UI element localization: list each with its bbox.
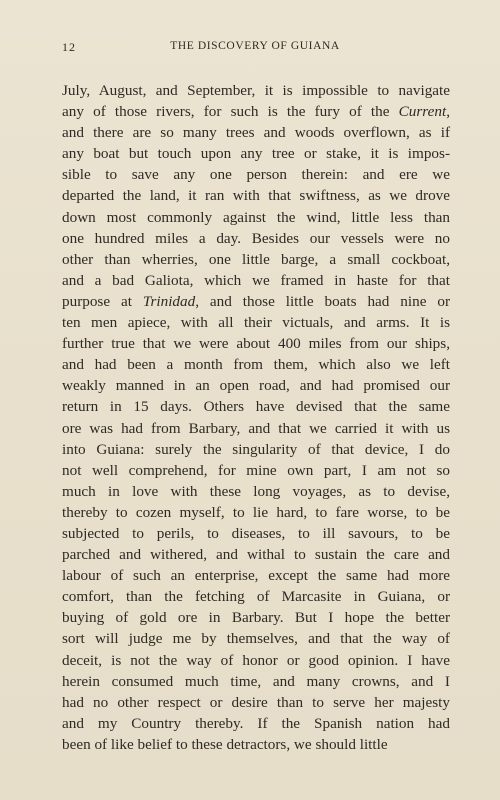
running-title: THE DISCOVERY OF GUIANA bbox=[170, 40, 340, 52]
text-line: been of like belief to these detractors, we should little bbox=[62, 735, 388, 753]
text-line: labour of such an enterprise, except the same had more bbox=[62, 567, 450, 585]
text-line: one hundred miles a day. Besides our vessels were no bbox=[62, 229, 450, 247]
text-line: and had been a month from them, which also we left bbox=[62, 356, 450, 374]
text-line: comfort, than the fetching of Marcasite in Guiana, or bbox=[62, 588, 450, 606]
text-line: buying of gold ore in Barbary. But I hope the better bbox=[62, 609, 450, 627]
text-line: deceit, is not the way of honor or good opinion. I have bbox=[62, 651, 450, 669]
text-line: much in love with these long voyages, as to devise, bbox=[62, 482, 450, 500]
text-line: and there are so many trees and woods overflown, as if bbox=[62, 124, 450, 142]
body-text bbox=[62, 80, 450, 755]
text-line: parched and withered, and withal to sustain the care and bbox=[62, 546, 450, 564]
text-line: and a bad Galiota, which we framed in haste for that bbox=[62, 271, 450, 289]
page-number: 12 bbox=[62, 40, 76, 54]
text-line: ten men apiece, with all their victuals, and arms. It is bbox=[62, 314, 450, 332]
text-line: July, August, and September, it is impossible to navigate bbox=[62, 82, 450, 99]
text-line: weakly manned in an open road, and had promised our bbox=[62, 377, 450, 395]
text-line: return in 15 days. Others have devised that the same bbox=[62, 398, 450, 416]
text-line: further true that we were about 400 miles from our ships, bbox=[62, 335, 450, 353]
text-line: down most commonly against the wind, little less than bbox=[62, 208, 450, 226]
text-line: not well comprehend, for mine own part, I am not so bbox=[62, 461, 450, 479]
text-line: into Guiana: surely the singularity of that device, I do bbox=[62, 440, 450, 458]
text-line: purpose at Trinidad, and those little boats had nine or bbox=[62, 292, 450, 310]
text-line: departed the land, it ran with that swiftness, as we drove bbox=[62, 187, 450, 205]
text-line: sible to save any one person therein: and ere we bbox=[62, 166, 450, 184]
text-line: herein consumed much time, and many crowns, and I bbox=[62, 672, 450, 690]
text-line: any boat but touch upon any tree or stake, it is impos- bbox=[62, 145, 450, 163]
text-line: subjected to perils, to diseases, to ill savours, to be bbox=[62, 524, 450, 542]
text-line: ore was had from Barbary, and that we carried it with us bbox=[62, 419, 450, 437]
text-line: had no other respect or desire than to serve her majesty bbox=[62, 693, 450, 711]
text-line: other than wherries, one little barge, a small cockboat, bbox=[62, 250, 450, 268]
text-line: sort will judge me by themselves, and that the way of bbox=[62, 630, 450, 648]
text-line: any of those rivers, for such is the fury of the Current, bbox=[62, 103, 450, 121]
text-line: and my Country thereby. If the Spanish nation had bbox=[62, 714, 450, 732]
running-head bbox=[62, 40, 448, 56]
text-line: thereby to cozen myself, to lie hard, to fare worse, to be bbox=[62, 503, 450, 521]
